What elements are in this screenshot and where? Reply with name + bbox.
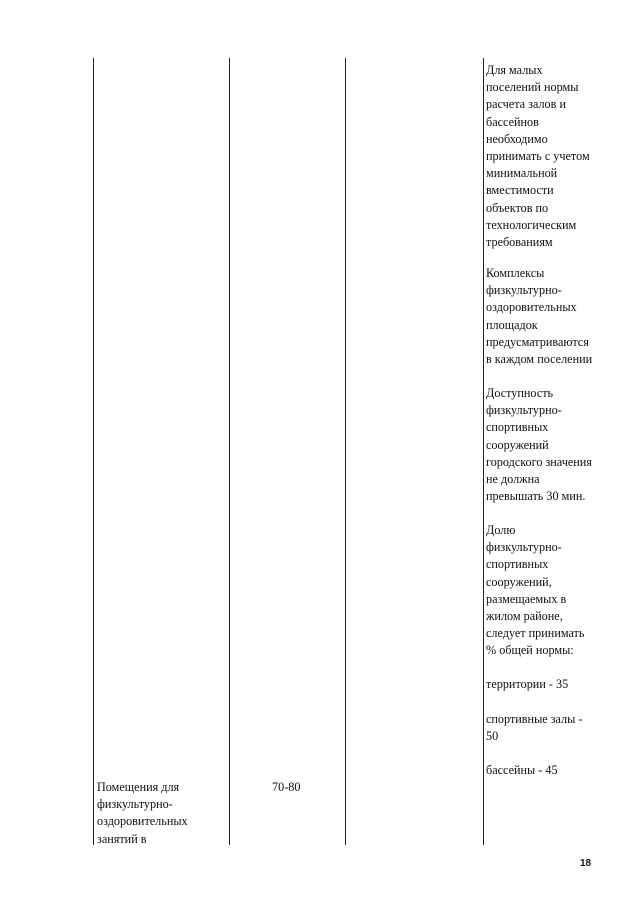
facility-name-line: занятий в xyxy=(97,831,147,846)
page-number: 18 xyxy=(580,858,592,869)
facility-norm-value: 70-80 xyxy=(272,780,301,794)
note-line: поселений нормы xyxy=(486,80,579,95)
note-line: сооружений, xyxy=(486,574,552,589)
facility-name xyxy=(97,779,188,848)
facility-name-line: Помещения для xyxy=(97,780,180,794)
note-line: оздоровительных xyxy=(486,300,577,315)
note-line: жилом районе, xyxy=(486,609,563,624)
note-line: площадок xyxy=(486,317,538,332)
note-line: 50 xyxy=(486,729,499,744)
note-line: территории - 35 xyxy=(486,677,569,691)
note-line: Долю xyxy=(486,523,516,537)
note-line: бассейны - 45 xyxy=(486,763,558,777)
note-line: вместимости xyxy=(486,183,554,198)
table-rule-2 xyxy=(229,58,230,845)
note-line: спортивные залы - xyxy=(486,712,583,726)
note-line: расчета залов и xyxy=(486,97,566,112)
table-rule-3 xyxy=(345,58,346,845)
note-sport-grounds xyxy=(486,265,604,368)
note-line: физкультурно- xyxy=(486,403,562,418)
note-line: физкультурно- xyxy=(486,540,562,555)
note-line: спортивных xyxy=(486,557,549,572)
note-line: % общей нормы: xyxy=(486,643,574,658)
note-accessibility xyxy=(486,385,604,505)
note-line: следует принимать xyxy=(486,626,585,641)
facility-name-line: оздоровительных xyxy=(97,814,188,829)
note-share xyxy=(486,522,604,660)
note-line: технологическим xyxy=(486,217,577,232)
note-line: спортивных xyxy=(486,420,549,435)
note-line: не должна xyxy=(486,472,540,487)
table-rule-1 xyxy=(93,58,94,845)
note-line: принимать с учетом xyxy=(486,149,590,164)
note-line: Для малых xyxy=(486,63,543,77)
note-pools xyxy=(486,762,604,779)
note-line: минимальной xyxy=(486,166,558,181)
table-rule-4 xyxy=(483,58,484,845)
note-line: предусматриваются xyxy=(486,334,589,349)
note-line: требованиям xyxy=(486,235,553,250)
note-sport-halls xyxy=(486,711,604,745)
facility-name-line: физкультурно- xyxy=(97,797,173,812)
note-line: бассейнов xyxy=(486,114,539,129)
note-line: Комплексы xyxy=(486,266,545,280)
note-line: объектов по xyxy=(486,200,549,215)
note-line: в каждом поселении xyxy=(486,352,593,367)
note-line: Доступность xyxy=(486,386,554,400)
note-small-settlements xyxy=(486,62,604,251)
note-line: необходимо xyxy=(486,131,548,146)
note-line: размещаемых в xyxy=(486,591,567,606)
note-line: физкультурно- xyxy=(486,283,562,298)
note-line: сооружений xyxy=(486,437,549,452)
note-line: превышать 30 мин. xyxy=(486,489,586,504)
note-line: городского значения xyxy=(486,454,592,469)
note-territory xyxy=(486,676,604,693)
